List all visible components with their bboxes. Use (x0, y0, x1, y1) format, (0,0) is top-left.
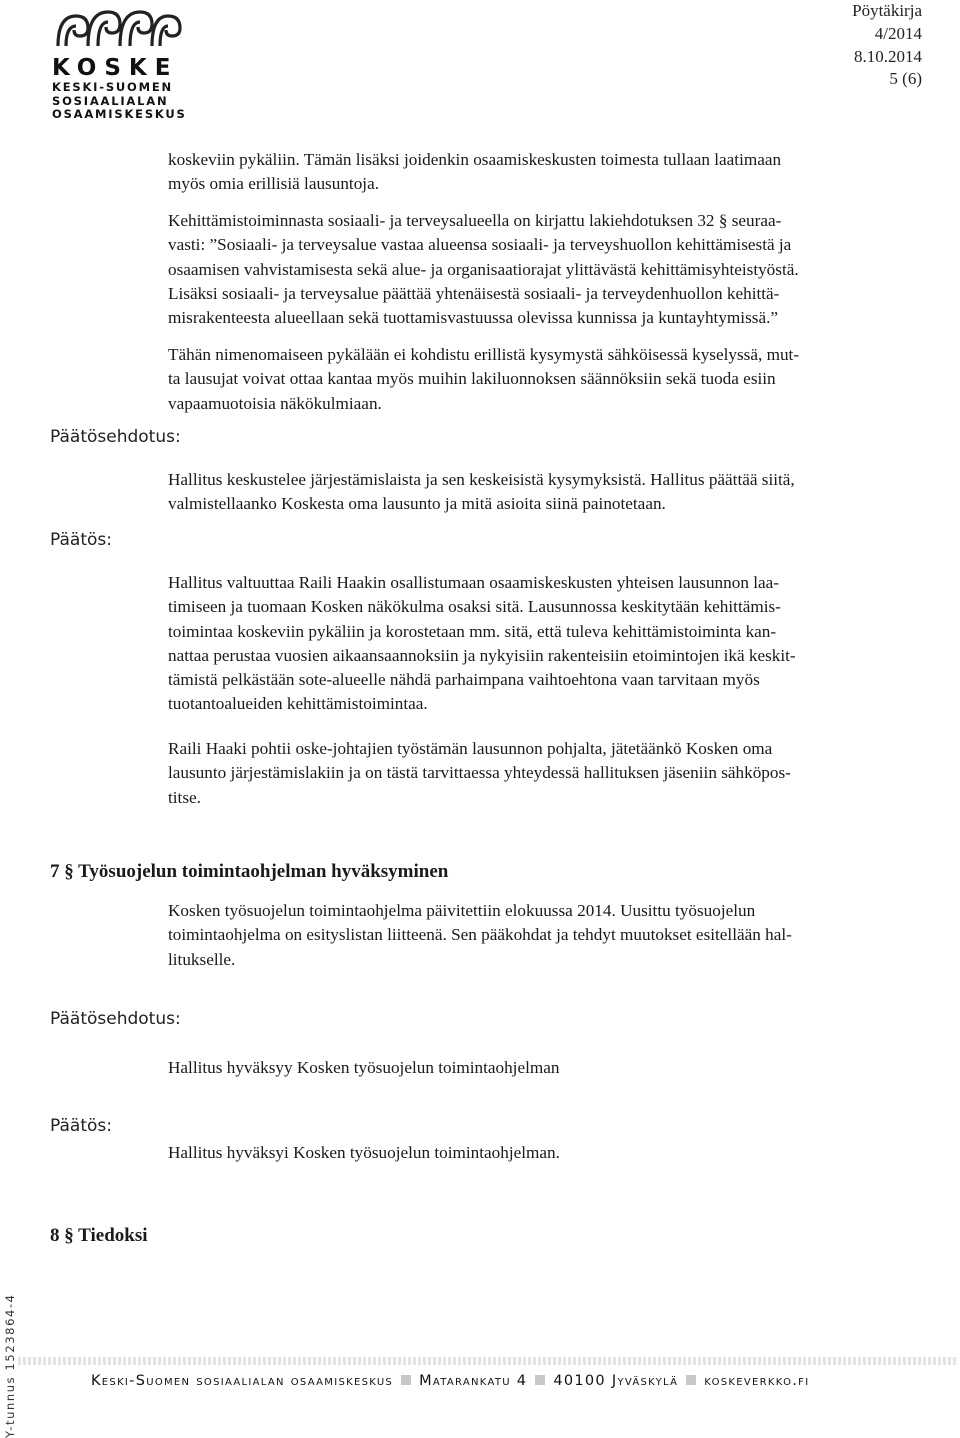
text-line: Kehittämistoiminnasta sosiaali- ja terveysalueella on kirjattu lakiehdotuksen 32 § seuraa- (168, 211, 782, 230)
text-line: tämistä pelkästään sote-alueelle nähdä parhaimpana vaihtoehtona vaan tarvitaan myös (168, 670, 760, 690)
paragraph (168, 209, 928, 330)
text-line: osaamisen vahvistamisesta sekä alue- ja organisaatiorajat ylittävästä kehittämisyhteistyöstä. (168, 259, 799, 279)
text-line: misrakenteesta alueellaan sekä tuottamisvastuussa olevissa kunnissa ja kuntayhtymissä.” (168, 308, 779, 328)
footer-web[interactable]: koskeverkko.fi (704, 1373, 810, 1389)
text-line: valmistellaanko Koskesta oma lausunto ja mitä asioita siinä painotetaan. (168, 494, 666, 514)
text-line: toimintaa koskeviin pykäliin ja korostetaan mm. sitä, että tuleva kehittämistoiminta kan- (168, 621, 777, 641)
logo-name: KOSKE (52, 55, 179, 81)
text-line: litukselle. (168, 949, 236, 969)
paragraph (168, 1056, 928, 1080)
section-heading: 8 § Tiedoksi (50, 1225, 148, 1246)
text-line: koskeviin pykäliin. Tämän lisäksi joidenkin osaamiskeskusten toimesta tullaan laatimaan (168, 150, 782, 169)
section-heading: 7 § Työsuojelun toimintaohjelman hyväksyminen (50, 861, 449, 882)
page-number: 5 (6) (889, 69, 922, 89)
paragraph (168, 899, 928, 972)
text-line: Hallitus keskustelee järjestämislaista ja sen keskeisistä kysymyksistä. Hallitus päättää siitä, (168, 470, 795, 489)
logo-line: SOSIAALIALAN (52, 93, 169, 108)
text-line: titse. (168, 787, 201, 807)
text-line: Hallitus hyväksyi Kosken työsuojelun toimintaohjelman. (168, 1143, 560, 1162)
text-line: Hallitus valtuuttaa Raili Haakin osallistumaan osaamiskeskusten yhteisen lausunnon laa- (168, 573, 779, 592)
logo-line: OSAAMISKESKUS (52, 107, 187, 121)
footer-address (91, 1373, 809, 1389)
text-line: Kosken työsuojelun toimintaohjelma päivitettiin elokuussa 2014. Uusittu työsuojelun (168, 901, 756, 920)
text-line: toimintaohjelma on esityslistan liitteenä. Sen pääkohdat ja tehdyt muutokset esitellään hal- (168, 925, 792, 945)
koske-emblem-icon (54, 6, 186, 52)
business-id: Y-tunnus 1523864-4 (3, 1293, 17, 1438)
footer-org: Keski-Suomen sosiaalialan osaamiskeskus (91, 1373, 394, 1389)
text-line: ta lausujat voivat ottaa kantaa myös muihin lakiluonnoksen säännöksiin sekä tuoda esiin (168, 369, 776, 389)
document-type: Pöytäkirja (852, 1, 922, 20)
footer-divider (18, 1357, 958, 1365)
paragraph (168, 737, 928, 810)
decision-label: Päätös: (50, 1116, 112, 1136)
footer-city: 40100 Jyväskylä (553, 1373, 679, 1389)
paragraph (168, 1141, 928, 1165)
separator-square-icon (535, 1375, 545, 1385)
logo-line: KESKI-SUOMEN (52, 80, 173, 94)
text-line: myös omia erillisiä lausuntoja. (168, 174, 379, 194)
separator-square-icon (686, 1375, 696, 1385)
text-line: Lisäksi sosiaali- ja terveysalue päättää yhtenäisestä sosiaali- ja terveydenhuollon kehittä- (168, 283, 780, 303)
logo-subtitle (52, 81, 187, 122)
text-line: timiseen ja tuomaan Kosken näkökulma osaksi sitä. Lausunnossa keskitytään kehittämis- (168, 597, 781, 617)
paragraph (168, 148, 928, 197)
text-line: Hallitus hyväksyy Kosken työsuojelun toimintaohjelman (168, 1058, 560, 1077)
document-date: 8.10.2014 (854, 46, 922, 66)
decision-proposal-label: Päätösehdotus: (50, 427, 181, 447)
text-line: Raili Haaki pohtii oske-johtajien työstämän lausunnon pohjalta, jätetäänkö Kosken oma (168, 739, 773, 758)
paragraph (168, 343, 928, 416)
paragraph (168, 468, 928, 517)
footer-street: Matarankatu 4 (419, 1373, 528, 1389)
text-line: Tähän nimenomaiseen pykälään ei kohdistu erillistä kysymystä sähköisessä kyselyssä, mut- (168, 345, 800, 364)
decision-proposal-label: Päätösehdotus: (50, 1009, 181, 1029)
paragraph (168, 571, 928, 717)
text-line: tuotantoalueiden kehittämistoimintaa. (168, 694, 428, 714)
document-number: 4/2014 (874, 23, 922, 43)
text-line: nattaa perustaa vuosien aikaansaannoksiin ja nykyisiin rakenteisiin etoimintojen ikä keskit- (168, 645, 796, 665)
document-meta (852, 0, 922, 91)
text-line: vasti: ”Sosiaali- ja terveysalue vastaa alueensa sosiaali- ja terveyshuollon kehittämisestä ja (168, 235, 792, 255)
decision-label: Päätös: (50, 530, 112, 550)
separator-square-icon (401, 1375, 411, 1385)
text-line: vapaamuotoisia näkökulmiaan. (168, 393, 382, 413)
text-line: lausunto järjestämislakiin ja on tästä tarvittaessa yhteydessä hallituksen jäseniin sähköpos- (168, 763, 791, 783)
